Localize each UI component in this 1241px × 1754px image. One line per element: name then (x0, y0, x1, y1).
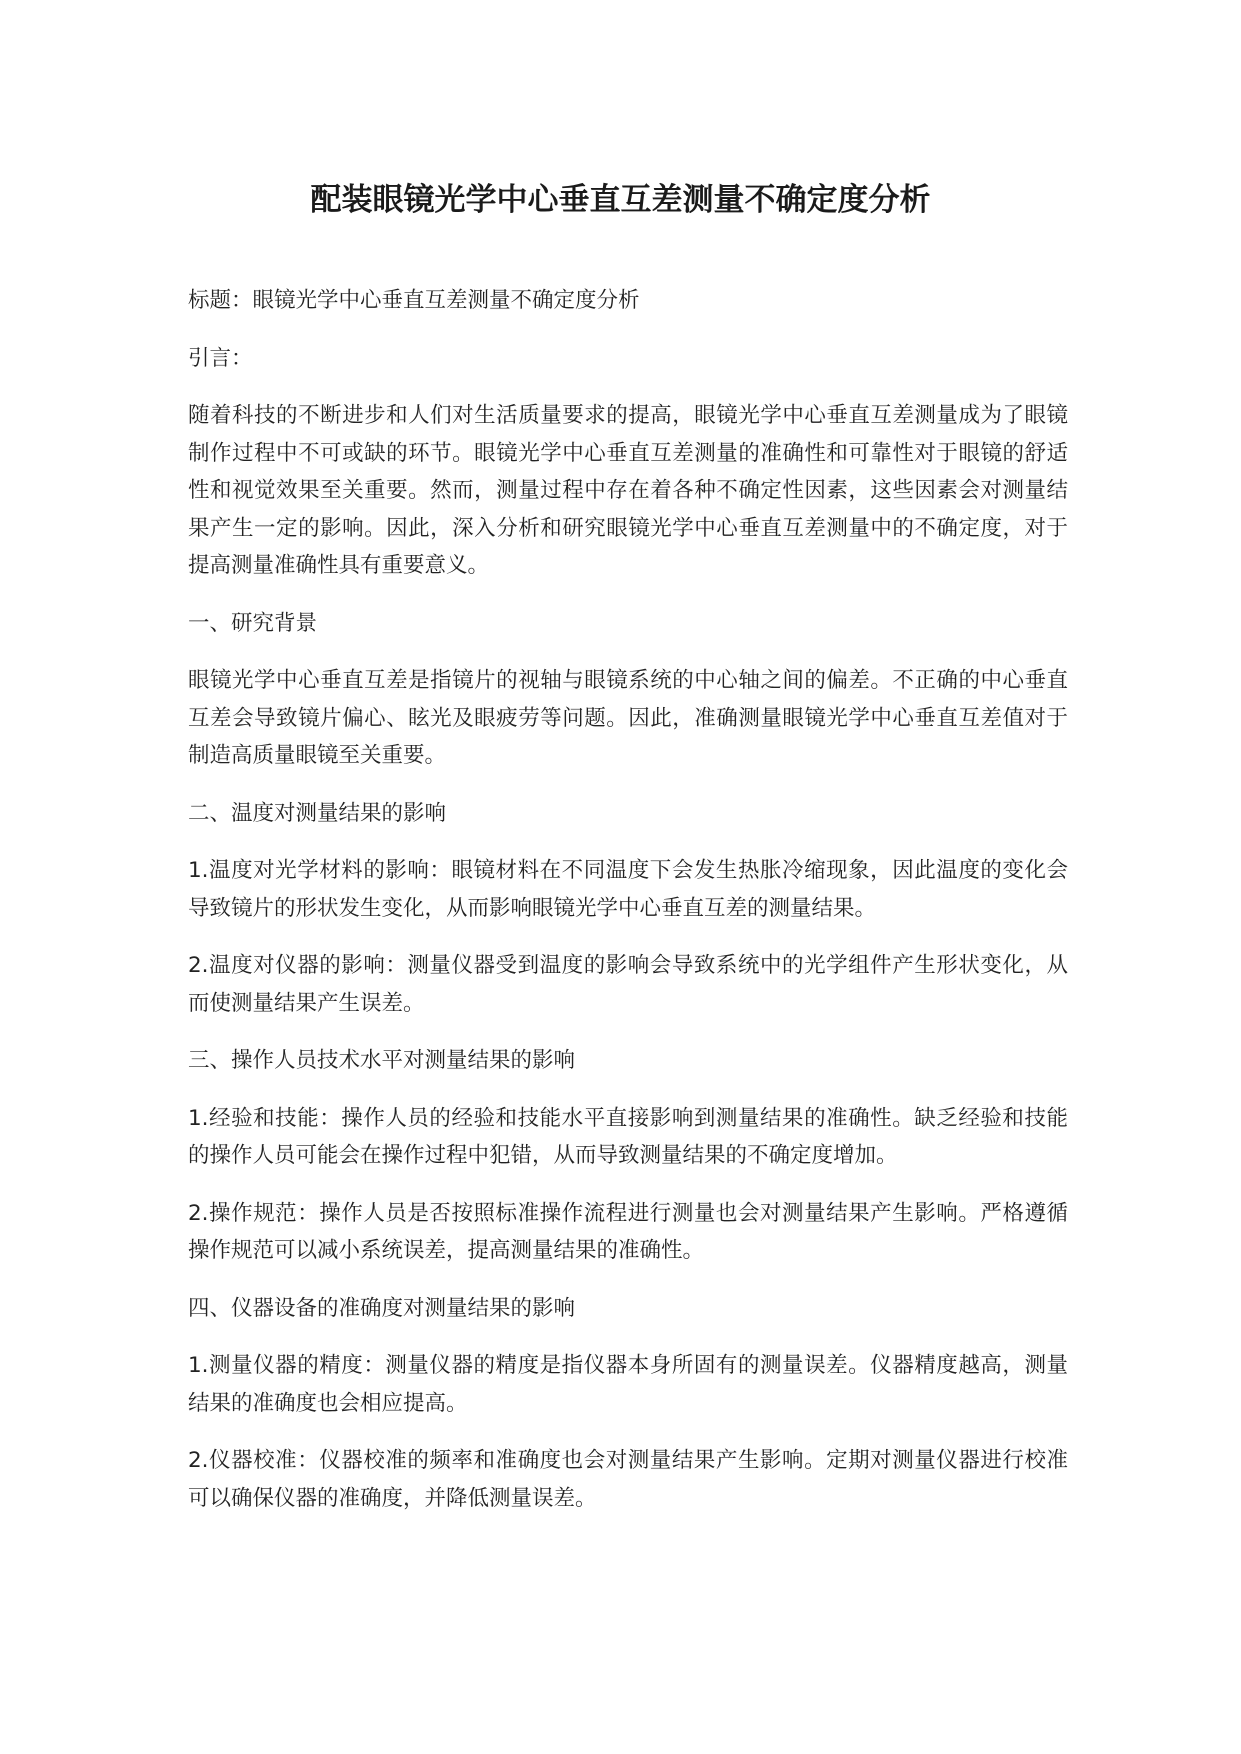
background-paragraph: 眼镜光学中心垂直互差是指镜片的视轴与眼镜系统的中心轴之间的偏差。不正确的中心垂直互差会导致镜片偏心、眩光及眼疲劳等问题。因此，准确测量眼镜光学中心垂直互差值对于制造高质量眼镜至关重要。 (188, 668, 1068, 768)
intro-paragraph: 随着科技的不断进步和人们对生活质量要求的提高，眼镜光学中心垂直互差测量成为了眼镜制作过程中不可或缺的环节。眼镜光学中心垂直互差测量的准确性和可靠性对于眼镜的舒适性和视觉效果至关重要。然而，测量过程中存在着各种不确定性因素，这些因素会对测量结果产生一定的影响。因此，深入分析和研究眼镜光学中心垂直互差测量中的不确定度，对于提高测量准确性具有重要意义。 (188, 403, 1068, 578)
operator-item-1: 1.经验和技能：操作人员的经验和技能水平直接影响到测量结果的准确性。缺乏经验和技能的操作人员可能会在操作过程中犯错，从而导致测量结果的不确定度增加。 (188, 1105, 1068, 1168)
temperature-item-1: 1.温度对光学材料的影响：眼镜材料在不同温度下会发生热胀冷缩现象，因此温度的变化会导致镜片的形状发生变化，从而影响眼镜光学中心垂直互差的测量结果。 (188, 858, 1068, 921)
subtitle-line: 标题：眼镜光学中心垂直互差测量不确定度分析 (188, 288, 640, 313)
section-heading-operator: 三、操作人员技术水平对测量结果的影响 (188, 1048, 576, 1073)
section-heading-background: 一、研究背景 (188, 610, 318, 636)
instrument-item-2: 2.仪器校准：仪器校准的频率和准确度也会对测量结果产生影响。定期对测量仪器进行校准可以确保仪器的准确度，并降低测量误差。 (188, 1448, 1068, 1511)
section-heading-instrument: 四、仪器设备的准确度对测量结果的影响 (188, 1295, 576, 1321)
document-body (188, 282, 1068, 1537)
operator-item-2: 2.操作规范：操作人员是否按照标准操作流程进行测量也会对测量结果产生影响。严格遵循操作规范可以减小系统误差，提高测量结果的准确性。 (188, 1200, 1068, 1263)
temperature-item-2: 2.温度对仪器的影响：测量仪器受到温度的影响会导致系统中的光学组件产生形状变化，从而使测量结果产生误差。 (188, 953, 1068, 1016)
section-heading-temperature: 二、温度对测量结果的影响 (188, 800, 447, 826)
document-title: 配装眼镜光学中心垂直互差测量不确定度分析 (310, 182, 931, 218)
section-heading-intro: 引言： (188, 345, 253, 371)
instrument-item-1: 1.测量仪器的精度：测量仪器的精度是指仪器本身所固有的测量误差。仪器精度越高，测量结果的准确度也会相应提高。 (188, 1353, 1068, 1416)
